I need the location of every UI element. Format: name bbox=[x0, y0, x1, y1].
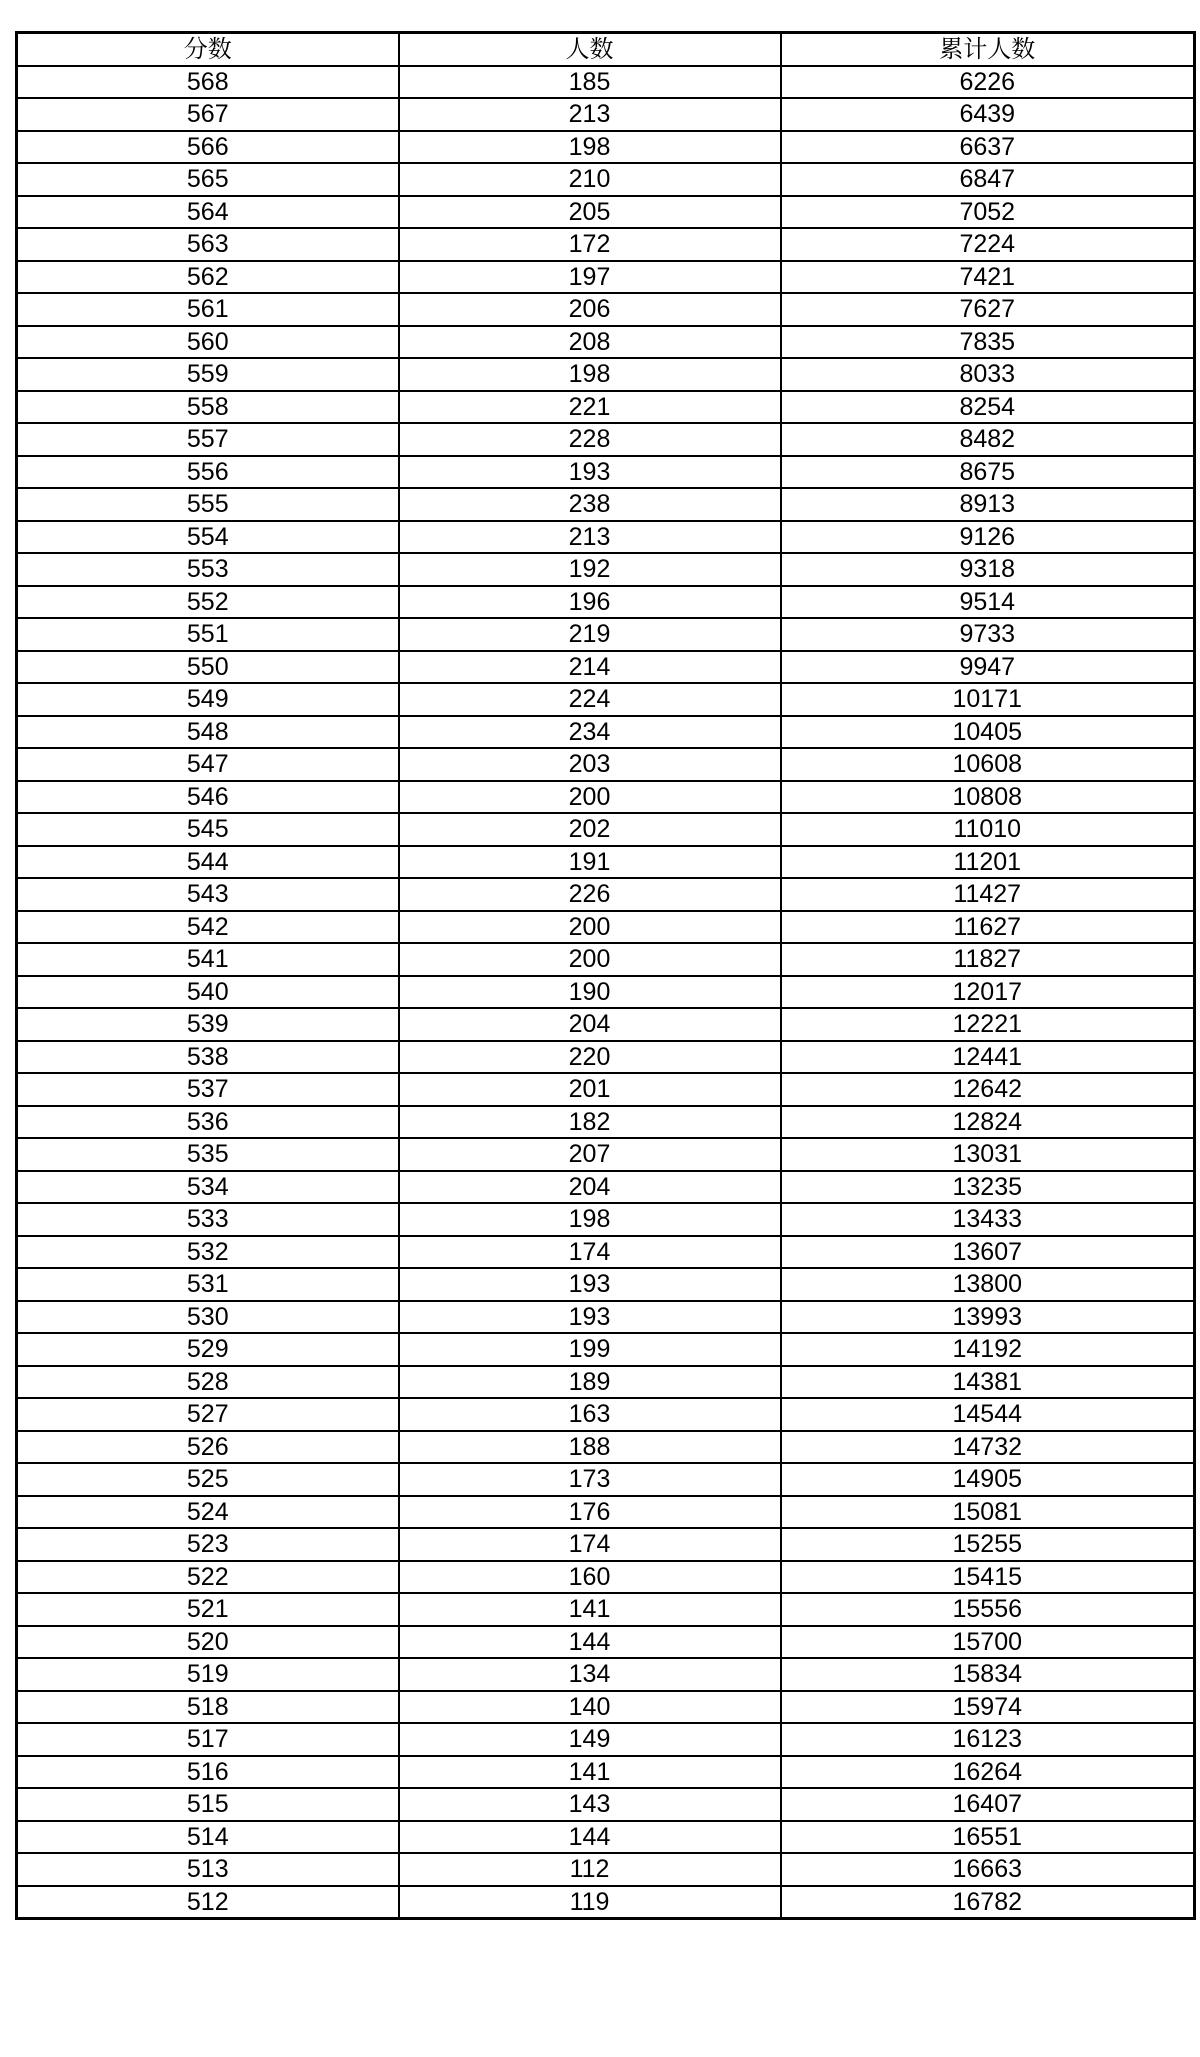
cell-score: 536 bbox=[17, 1106, 399, 1139]
table-row bbox=[17, 1593, 1195, 1626]
cell-score: 517 bbox=[17, 1723, 399, 1756]
cell-score: 568 bbox=[17, 66, 399, 99]
cell-score: 549 bbox=[17, 683, 399, 716]
cell-cumulative: 9126 bbox=[781, 521, 1195, 554]
cell-cumulative: 15700 bbox=[781, 1626, 1195, 1659]
cell-count: 198 bbox=[399, 358, 781, 391]
cell-score: 564 bbox=[17, 196, 399, 229]
cell-cumulative: 15081 bbox=[781, 1496, 1195, 1529]
cell-count: 200 bbox=[399, 911, 781, 944]
cell-count: 112 bbox=[399, 1853, 781, 1886]
cell-cumulative: 16264 bbox=[781, 1756, 1195, 1789]
cell-cumulative: 13607 bbox=[781, 1236, 1195, 1269]
cell-score: 516 bbox=[17, 1756, 399, 1789]
cell-count: 196 bbox=[399, 586, 781, 619]
table-row bbox=[17, 1138, 1195, 1171]
table-row bbox=[17, 1398, 1195, 1431]
cell-count: 219 bbox=[399, 618, 781, 651]
cell-cumulative: 6226 bbox=[781, 66, 1195, 99]
cell-score: 558 bbox=[17, 391, 399, 424]
cell-count: 141 bbox=[399, 1593, 781, 1626]
cell-score: 545 bbox=[17, 813, 399, 846]
cell-score: 559 bbox=[17, 358, 399, 391]
cell-cumulative: 7421 bbox=[781, 261, 1195, 294]
table-row bbox=[17, 488, 1195, 521]
table-row bbox=[17, 423, 1195, 456]
table-row bbox=[17, 1236, 1195, 1269]
cell-score: 515 bbox=[17, 1788, 399, 1821]
cell-count: 141 bbox=[399, 1756, 781, 1789]
cell-count: 234 bbox=[399, 716, 781, 749]
table-row bbox=[17, 1626, 1195, 1659]
cell-count: 198 bbox=[399, 131, 781, 164]
cell-count: 144 bbox=[399, 1626, 781, 1659]
table-row bbox=[17, 813, 1195, 846]
cell-score: 547 bbox=[17, 748, 399, 781]
table-row bbox=[17, 163, 1195, 196]
table-row bbox=[17, 391, 1195, 424]
cell-cumulative: 15834 bbox=[781, 1658, 1195, 1691]
cell-count: 202 bbox=[399, 813, 781, 846]
cell-score: 554 bbox=[17, 521, 399, 554]
table-row bbox=[17, 1853, 1195, 1886]
cell-cumulative: 14905 bbox=[781, 1463, 1195, 1496]
cell-cumulative: 7627 bbox=[781, 293, 1195, 326]
table-row bbox=[17, 1463, 1195, 1496]
cell-cumulative: 11201 bbox=[781, 846, 1195, 879]
cell-count: 200 bbox=[399, 781, 781, 814]
cell-score: 562 bbox=[17, 261, 399, 294]
cell-score: 550 bbox=[17, 651, 399, 684]
cell-cumulative: 12221 bbox=[781, 1008, 1195, 1041]
cell-count: 201 bbox=[399, 1073, 781, 1106]
cell-score: 530 bbox=[17, 1301, 399, 1334]
cell-count: 203 bbox=[399, 748, 781, 781]
cell-count: 188 bbox=[399, 1431, 781, 1464]
table-row bbox=[17, 1723, 1195, 1756]
cell-score: 543 bbox=[17, 878, 399, 911]
cell-count: 143 bbox=[399, 1788, 781, 1821]
table-row bbox=[17, 553, 1195, 586]
cell-cumulative: 8254 bbox=[781, 391, 1195, 424]
cell-count: 204 bbox=[399, 1008, 781, 1041]
table-row bbox=[17, 1431, 1195, 1464]
table-row bbox=[17, 456, 1195, 489]
cell-cumulative: 15415 bbox=[781, 1561, 1195, 1594]
cell-count: 228 bbox=[399, 423, 781, 456]
cell-cumulative: 15556 bbox=[781, 1593, 1195, 1626]
cell-cumulative: 12441 bbox=[781, 1041, 1195, 1074]
table-row bbox=[17, 1821, 1195, 1854]
cell-count: 176 bbox=[399, 1496, 781, 1529]
cell-count: 182 bbox=[399, 1106, 781, 1139]
cell-count: 174 bbox=[399, 1528, 781, 1561]
header-cumulative: 累计人数 bbox=[781, 33, 1195, 66]
cell-score: 538 bbox=[17, 1041, 399, 1074]
cell-score: 541 bbox=[17, 943, 399, 976]
cell-cumulative: 7224 bbox=[781, 228, 1195, 261]
cell-count: 207 bbox=[399, 1138, 781, 1171]
cell-cumulative: 9947 bbox=[781, 651, 1195, 684]
table-row bbox=[17, 911, 1195, 944]
cell-cumulative: 9733 bbox=[781, 618, 1195, 651]
cell-count: 214 bbox=[399, 651, 781, 684]
cell-score: 529 bbox=[17, 1333, 399, 1366]
cell-score: 525 bbox=[17, 1463, 399, 1496]
cell-score: 553 bbox=[17, 553, 399, 586]
cell-score: 514 bbox=[17, 1821, 399, 1854]
cell-score: 523 bbox=[17, 1528, 399, 1561]
cell-score: 537 bbox=[17, 1073, 399, 1106]
cell-cumulative: 16407 bbox=[781, 1788, 1195, 1821]
table-row bbox=[17, 1008, 1195, 1041]
table-row bbox=[17, 1073, 1195, 1106]
cell-cumulative: 12642 bbox=[781, 1073, 1195, 1106]
cell-score: 567 bbox=[17, 98, 399, 131]
table-row bbox=[17, 261, 1195, 294]
cell-score: 563 bbox=[17, 228, 399, 261]
cell-score: 540 bbox=[17, 976, 399, 1009]
cell-count: 226 bbox=[399, 878, 781, 911]
cell-cumulative: 13433 bbox=[781, 1203, 1195, 1236]
cell-count: 193 bbox=[399, 456, 781, 489]
cell-count: 140 bbox=[399, 1691, 781, 1724]
cell-count: 197 bbox=[399, 261, 781, 294]
cell-cumulative: 12824 bbox=[781, 1106, 1195, 1139]
cell-score: 560 bbox=[17, 326, 399, 359]
cell-cumulative: 13800 bbox=[781, 1268, 1195, 1301]
table-row bbox=[17, 846, 1195, 879]
table-row bbox=[17, 1366, 1195, 1399]
cell-score: 561 bbox=[17, 293, 399, 326]
table-row bbox=[17, 293, 1195, 326]
cell-count: 134 bbox=[399, 1658, 781, 1691]
cell-cumulative: 6847 bbox=[781, 163, 1195, 196]
cell-score: 512 bbox=[17, 1886, 399, 1919]
cell-count: 238 bbox=[399, 488, 781, 521]
table-row bbox=[17, 358, 1195, 391]
cell-count: 205 bbox=[399, 196, 781, 229]
table-row bbox=[17, 1333, 1195, 1366]
table-row bbox=[17, 781, 1195, 814]
cell-count: 200 bbox=[399, 943, 781, 976]
table-row bbox=[17, 1691, 1195, 1724]
cell-count: 206 bbox=[399, 293, 781, 326]
cell-score: 566 bbox=[17, 131, 399, 164]
table-row bbox=[17, 1106, 1195, 1139]
table-row bbox=[17, 66, 1195, 99]
cell-score: 513 bbox=[17, 1853, 399, 1886]
table-row bbox=[17, 1788, 1195, 1821]
cell-score: 544 bbox=[17, 846, 399, 879]
table-row bbox=[17, 98, 1195, 131]
table-row bbox=[17, 228, 1195, 261]
cell-cumulative: 6439 bbox=[781, 98, 1195, 131]
cell-cumulative: 16123 bbox=[781, 1723, 1195, 1756]
header-count: 人数 bbox=[399, 33, 781, 66]
cell-cumulative: 8675 bbox=[781, 456, 1195, 489]
cell-score: 555 bbox=[17, 488, 399, 521]
cell-count: 119 bbox=[399, 1886, 781, 1919]
table-row bbox=[17, 1561, 1195, 1594]
table-row bbox=[17, 1203, 1195, 1236]
cell-score: 524 bbox=[17, 1496, 399, 1529]
cell-count: 191 bbox=[399, 846, 781, 879]
cell-cumulative: 10808 bbox=[781, 781, 1195, 814]
cell-count: 210 bbox=[399, 163, 781, 196]
cell-cumulative: 8482 bbox=[781, 423, 1195, 456]
table-row bbox=[17, 131, 1195, 164]
cell-count: 189 bbox=[399, 1366, 781, 1399]
cell-score: 526 bbox=[17, 1431, 399, 1464]
cell-cumulative: 6637 bbox=[781, 131, 1195, 164]
table-row bbox=[17, 1268, 1195, 1301]
cell-cumulative: 13235 bbox=[781, 1171, 1195, 1204]
cell-score: 539 bbox=[17, 1008, 399, 1041]
cell-score: 519 bbox=[17, 1658, 399, 1691]
table-row bbox=[17, 683, 1195, 716]
cell-cumulative: 10405 bbox=[781, 716, 1195, 749]
cell-cumulative: 13993 bbox=[781, 1301, 1195, 1334]
cell-cumulative: 15974 bbox=[781, 1691, 1195, 1724]
cell-count: 213 bbox=[399, 521, 781, 554]
cell-count: 185 bbox=[399, 66, 781, 99]
table-row bbox=[17, 1756, 1195, 1789]
table-row bbox=[17, 586, 1195, 619]
cell-count: 174 bbox=[399, 1236, 781, 1269]
cell-cumulative: 9318 bbox=[781, 553, 1195, 586]
cell-count: 198 bbox=[399, 1203, 781, 1236]
cell-score: 548 bbox=[17, 716, 399, 749]
cell-score: 556 bbox=[17, 456, 399, 489]
table-row bbox=[17, 196, 1195, 229]
cell-cumulative: 14192 bbox=[781, 1333, 1195, 1366]
cell-count: 193 bbox=[399, 1301, 781, 1334]
table-row bbox=[17, 878, 1195, 911]
table-row bbox=[17, 716, 1195, 749]
table-row bbox=[17, 651, 1195, 684]
cell-score: 546 bbox=[17, 781, 399, 814]
cell-cumulative: 16782 bbox=[781, 1886, 1195, 1919]
cell-count: 163 bbox=[399, 1398, 781, 1431]
cell-cumulative: 14381 bbox=[781, 1366, 1195, 1399]
cell-cumulative: 8033 bbox=[781, 358, 1195, 391]
cell-score: 532 bbox=[17, 1236, 399, 1269]
cell-count: 224 bbox=[399, 683, 781, 716]
cell-cumulative: 16551 bbox=[781, 1821, 1195, 1854]
cell-count: 199 bbox=[399, 1333, 781, 1366]
cell-score: 522 bbox=[17, 1561, 399, 1594]
cell-score: 535 bbox=[17, 1138, 399, 1171]
cell-score: 518 bbox=[17, 1691, 399, 1724]
cell-cumulative: 11010 bbox=[781, 813, 1195, 846]
cell-count: 204 bbox=[399, 1171, 781, 1204]
cell-cumulative: 10171 bbox=[781, 683, 1195, 716]
table-row bbox=[17, 1658, 1195, 1691]
cell-count: 221 bbox=[399, 391, 781, 424]
cell-cumulative: 14732 bbox=[781, 1431, 1195, 1464]
score-distribution-table bbox=[15, 31, 1196, 1920]
table-header-row bbox=[17, 33, 1195, 66]
cell-count: 190 bbox=[399, 976, 781, 1009]
cell-count: 213 bbox=[399, 98, 781, 131]
cell-score: 528 bbox=[17, 1366, 399, 1399]
cell-score: 520 bbox=[17, 1626, 399, 1659]
header-score: 分数 bbox=[17, 33, 399, 66]
table-row bbox=[17, 1171, 1195, 1204]
table-row bbox=[17, 748, 1195, 781]
cell-cumulative: 8913 bbox=[781, 488, 1195, 521]
cell-cumulative: 9514 bbox=[781, 586, 1195, 619]
cell-count: 208 bbox=[399, 326, 781, 359]
cell-cumulative: 11427 bbox=[781, 878, 1195, 911]
cell-count: 192 bbox=[399, 553, 781, 586]
table-row bbox=[17, 618, 1195, 651]
cell-cumulative: 15255 bbox=[781, 1528, 1195, 1561]
cell-score: 531 bbox=[17, 1268, 399, 1301]
table-row bbox=[17, 976, 1195, 1009]
cell-score: 533 bbox=[17, 1203, 399, 1236]
cell-cumulative: 7835 bbox=[781, 326, 1195, 359]
table-row bbox=[17, 326, 1195, 359]
table-row bbox=[17, 1496, 1195, 1529]
cell-count: 173 bbox=[399, 1463, 781, 1496]
table-row bbox=[17, 1528, 1195, 1561]
table-row bbox=[17, 1041, 1195, 1074]
cell-score: 565 bbox=[17, 163, 399, 196]
cell-cumulative: 14544 bbox=[781, 1398, 1195, 1431]
cell-count: 149 bbox=[399, 1723, 781, 1756]
cell-score: 551 bbox=[17, 618, 399, 651]
cell-score: 557 bbox=[17, 423, 399, 456]
cell-cumulative: 12017 bbox=[781, 976, 1195, 1009]
cell-score: 542 bbox=[17, 911, 399, 944]
cell-cumulative: 11827 bbox=[781, 943, 1195, 976]
cell-count: 193 bbox=[399, 1268, 781, 1301]
table-body bbox=[17, 66, 1195, 1919]
cell-count: 172 bbox=[399, 228, 781, 261]
cell-score: 534 bbox=[17, 1171, 399, 1204]
table-row bbox=[17, 1886, 1195, 1919]
cell-cumulative: 10608 bbox=[781, 748, 1195, 781]
cell-cumulative: 11627 bbox=[781, 911, 1195, 944]
cell-score: 552 bbox=[17, 586, 399, 619]
cell-score: 521 bbox=[17, 1593, 399, 1626]
cell-cumulative: 16663 bbox=[781, 1853, 1195, 1886]
cell-score: 527 bbox=[17, 1398, 399, 1431]
cell-count: 160 bbox=[399, 1561, 781, 1594]
table-row bbox=[17, 943, 1195, 976]
cell-cumulative: 7052 bbox=[781, 196, 1195, 229]
cell-cumulative: 13031 bbox=[781, 1138, 1195, 1171]
cell-count: 144 bbox=[399, 1821, 781, 1854]
cell-count: 220 bbox=[399, 1041, 781, 1074]
table-row bbox=[17, 1301, 1195, 1334]
table-row bbox=[17, 521, 1195, 554]
